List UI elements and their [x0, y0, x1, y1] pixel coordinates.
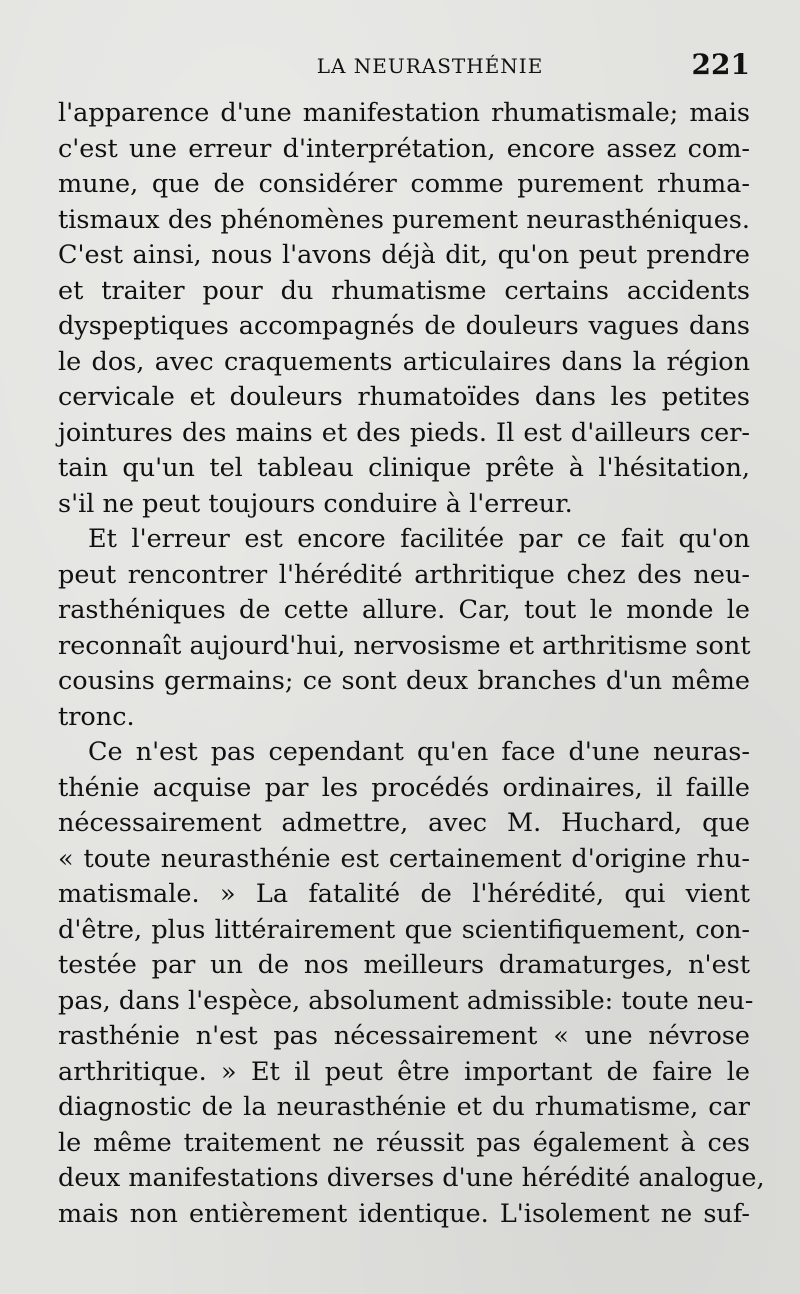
body-text [58, 96, 765, 1232]
text-line: nécessairement admettre, avec M. Huchard, que [58, 808, 750, 838]
text-line: l'apparence d'une manifestation rhumatismale; mais [58, 98, 750, 128]
paragraph [58, 735, 765, 1232]
text-line: d'être, plus littérairement que scientifiquement, con- [58, 914, 750, 945]
text-line: mune, que de considérer comme purement rhuma- [58, 169, 750, 199]
paragraph [58, 522, 750, 735]
text-line: dyspeptiques accompagnés de douleurs vagues dans [58, 311, 750, 341]
text-line: « toute neurasthénie est certainement d'origine rhu- [58, 843, 750, 874]
paragraph [58, 96, 750, 522]
text-line: cervicale et douleurs rhumatoïdes dans les petites [58, 382, 750, 412]
text-line: et traiter pour du rhumatisme certains accidents [58, 275, 750, 306]
text-line: c'est une erreur d'interprétation, encore assez com- [58, 133, 750, 164]
text-line: rasthéniques de cette allure. Car, tout le monde le [58, 595, 750, 625]
text-line: tronc. [58, 701, 135, 732]
text-line: matismale. » La fatalité de l'hérédité, qui vient [58, 879, 750, 909]
text-line: le dos, avec craquements articulaires dans la région [58, 346, 750, 377]
text-line: le même traitement ne réussit pas également à ces [58, 1127, 750, 1158]
text-line: s'il ne peut toujours conduire à l'erreur. [58, 488, 573, 519]
text-line: Et l'erreur est encore facilitée par ce fait qu'on [88, 524, 750, 554]
text-line: mais non entièrement identique. L'isolement ne suf- [58, 1198, 750, 1229]
text-line: C'est ainsi, nous l'avons déjà dit, qu'on peut prendre [58, 240, 750, 270]
page-header [58, 50, 750, 90]
text-line: arthritique. » Et il peut être important de faire le [58, 1056, 750, 1087]
text-line: peut rencontrer l'hérédité arthritique chez des neu- [58, 559, 750, 590]
text-line: rasthénie n'est pas nécessairement « une névrose [58, 1021, 750, 1051]
running-title: LA NEURASTHÉNIE [316, 54, 544, 78]
text-line: tain qu'un tel tableau clinique prête à l'hésitation, [58, 453, 750, 483]
text-line: pas, dans l'espèce, absolument admissible: toute neu- [58, 985, 754, 1016]
text-line: cousins germains; ce sont deux branches d'un même [58, 666, 750, 696]
text-line: Ce n'est pas cependant qu'en face d'une neuras- [88, 737, 750, 767]
text-line: testée par un de nos meilleurs dramaturges, n'est [58, 950, 750, 980]
text-line: deux manifestations diverses d'une hérédité analogue, [58, 1163, 765, 1193]
text-line: reconnaît aujourd'hui, nervosisme et arthritisme sont [58, 630, 751, 661]
text-line: jointures des mains et des pieds. Il est d'ailleurs cer- [58, 417, 750, 448]
text-line: diagnostic de la neurasthénie et du rhumatisme, car [58, 1092, 750, 1122]
text-line: thénie acquise par les procédés ordinaires, il faille [58, 772, 750, 803]
text-line: tismaux des phénomènes purement neurasthéniques. [58, 204, 750, 235]
page-number: 221 [691, 48, 750, 81]
